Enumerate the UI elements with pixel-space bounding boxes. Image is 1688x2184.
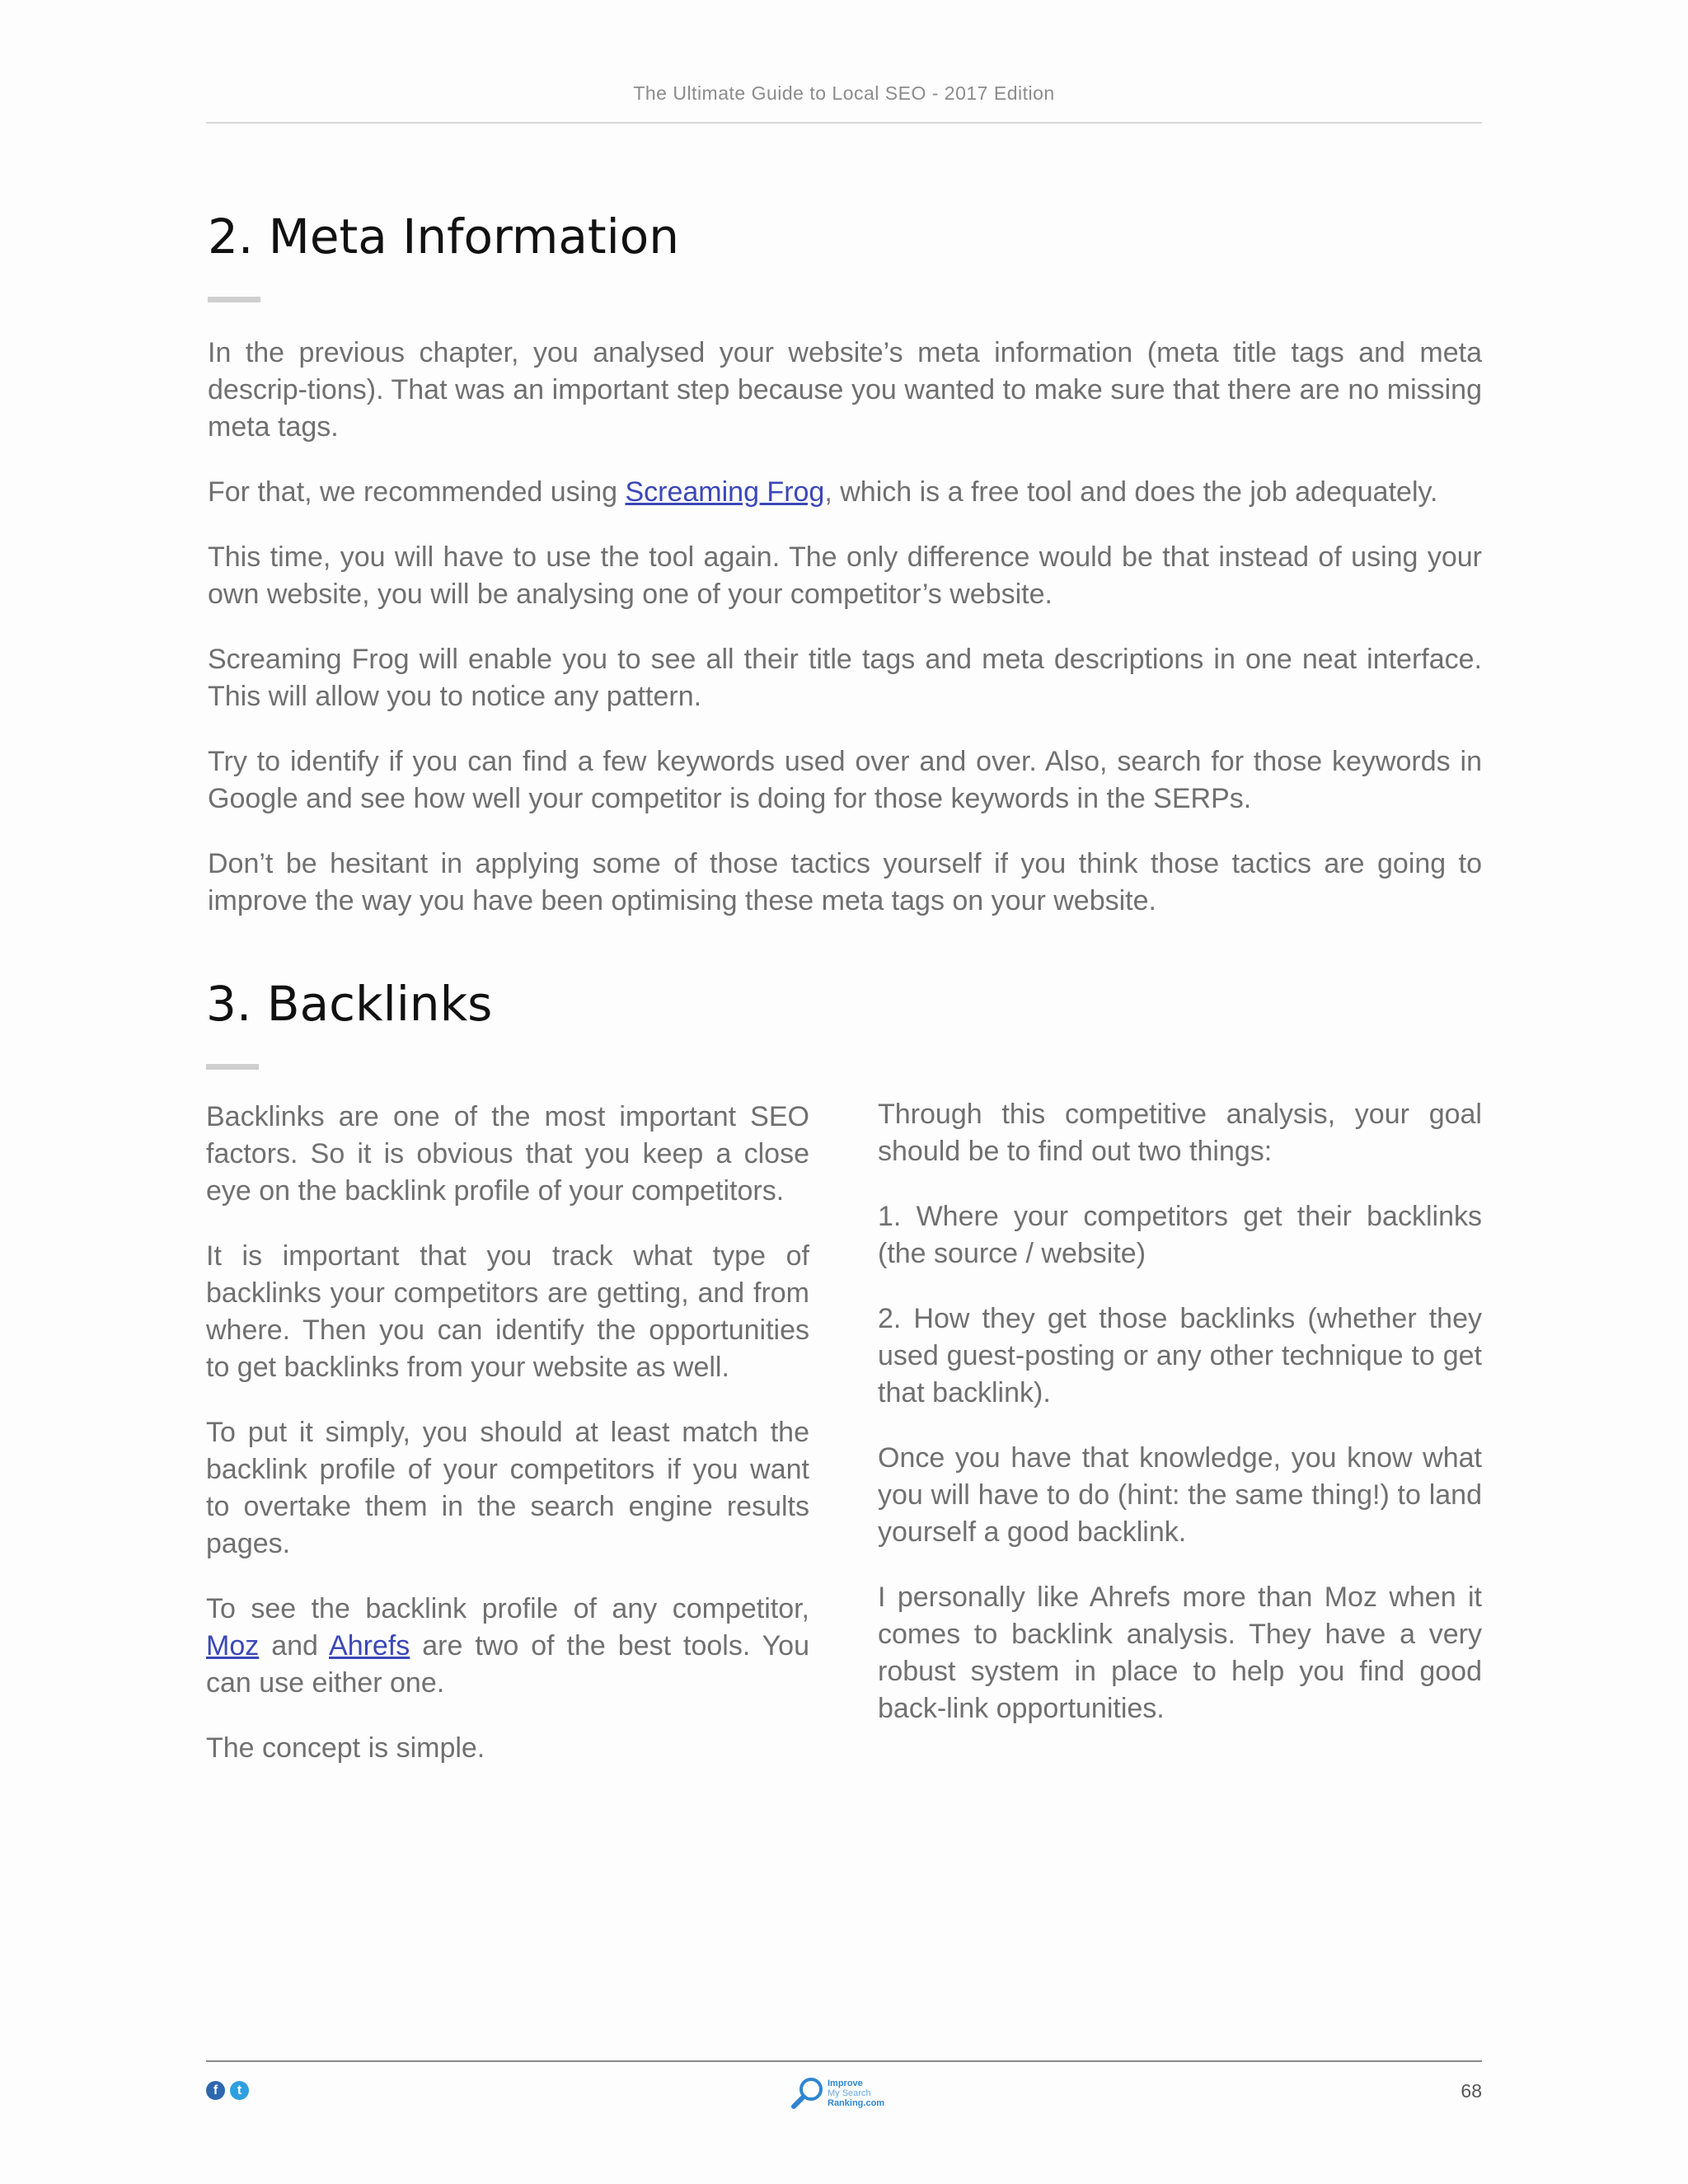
improve-my-search-ranking-logo [790, 2075, 884, 2111]
magnifier-icon [790, 2075, 826, 2111]
page-header [206, 82, 1482, 124]
backlinks-left-column [206, 1099, 809, 1795]
paragraph: This time, you will have to use the tool again. The only difference would be that instead of using your own website, you will be analysing one of your competitor’s website. [208, 541, 1482, 610]
paragraph: It is important that you track what type of backlinks your competitors are getting, and from where. Then you can identify the opportunities to get backlinks from your website as well. [206, 1240, 809, 1383]
logo-line: Improve [828, 2079, 863, 2088]
paragraph: I personally like Ahrefs more than Moz when it comes to backlink analysis. They have a very robust system in place to help you find good back-link opportunities. [878, 1582, 1482, 1724]
facebook-icon[interactable]: f [206, 2081, 225, 2100]
paragraph: Backlinks are one of the most important SEO factors. So it is obvious that you keep a close eye on the backlink profile of your competitors. [206, 1101, 809, 1207]
backlinks-right-column [878, 1096, 1482, 1755]
section-title-backlinks: 3. Backlinks [206, 976, 493, 1032]
paragraph: Screaming Frog will enable you to see all their title tags and meta descriptions in one neat interface. This will allow you to notice any pattern. [208, 644, 1482, 712]
screaming-frog-link[interactable]: Screaming Frog [625, 476, 825, 508]
meta-information-body [208, 335, 1482, 948]
title-underline [206, 1064, 259, 1070]
moz-link[interactable]: Moz [206, 1630, 260, 1661]
paragraph: In the previous chapter, you analysed your website’s meta information (meta title tags and meta descrip-tions). That was an important step because you wanted to make sure that there are no missing meta tags. [208, 337, 1482, 443]
header-title: The Ultimate Guide to Local SEO - 2017 Edition [633, 82, 1055, 104]
list-item: 1. Where your competitors get their backlinks (the source / website) [878, 1201, 1482, 1269]
list-item: 2. How they get those backlinks (whether they used guest-posting or any other technique to get that backlink). [878, 1303, 1482, 1408]
footer-divider [206, 2060, 1482, 2062]
logo-line: My Search [828, 2088, 871, 2098]
paragraph: Through this competitive analysis, your goal should be to find out two things: [878, 1099, 1482, 1167]
paragraph: To put it simply, you should at least match the backlink profile of your competitors if you want to overtake them in the search engine results pages. [206, 1417, 809, 1559]
paragraph: To see the backlink profile of any competitor, Moz and Ahrefs are two of the best tools. You can use either one. [206, 1593, 809, 1699]
social-links [206, 2081, 249, 2100]
paragraph: The concept is simple. [206, 1732, 485, 1764]
paragraph: Once you have that knowledge, you know what you will have to do (hint: the same thing!) to land yourself a good backlink. [878, 1442, 1482, 1548]
ahrefs-link[interactable]: Ahrefs [329, 1630, 410, 1661]
paragraph: Try to identify if you can find a few keywords used over and over. Also, search for those keywords in Google and see how well your competitor is doing for those keywords in the SERPs. [208, 746, 1482, 814]
paragraph: Don’t be hesitant in applying some of those tactics yourself if you think those tactics are going to improve the way you have been optimising these meta tags on your website. [208, 848, 1482, 916]
paragraph: For that, we recommended using Screaming Frog, which is a free tool and does the job adequately. [208, 476, 1438, 508]
section-title-meta-information: 2. Meta Information [208, 209, 679, 265]
twitter-icon[interactable]: t [230, 2081, 249, 2100]
logo-line: Ranking.com [828, 2098, 885, 2108]
title-underline [208, 297, 260, 302]
page-number: 68 [1461, 2080, 1482, 2102]
